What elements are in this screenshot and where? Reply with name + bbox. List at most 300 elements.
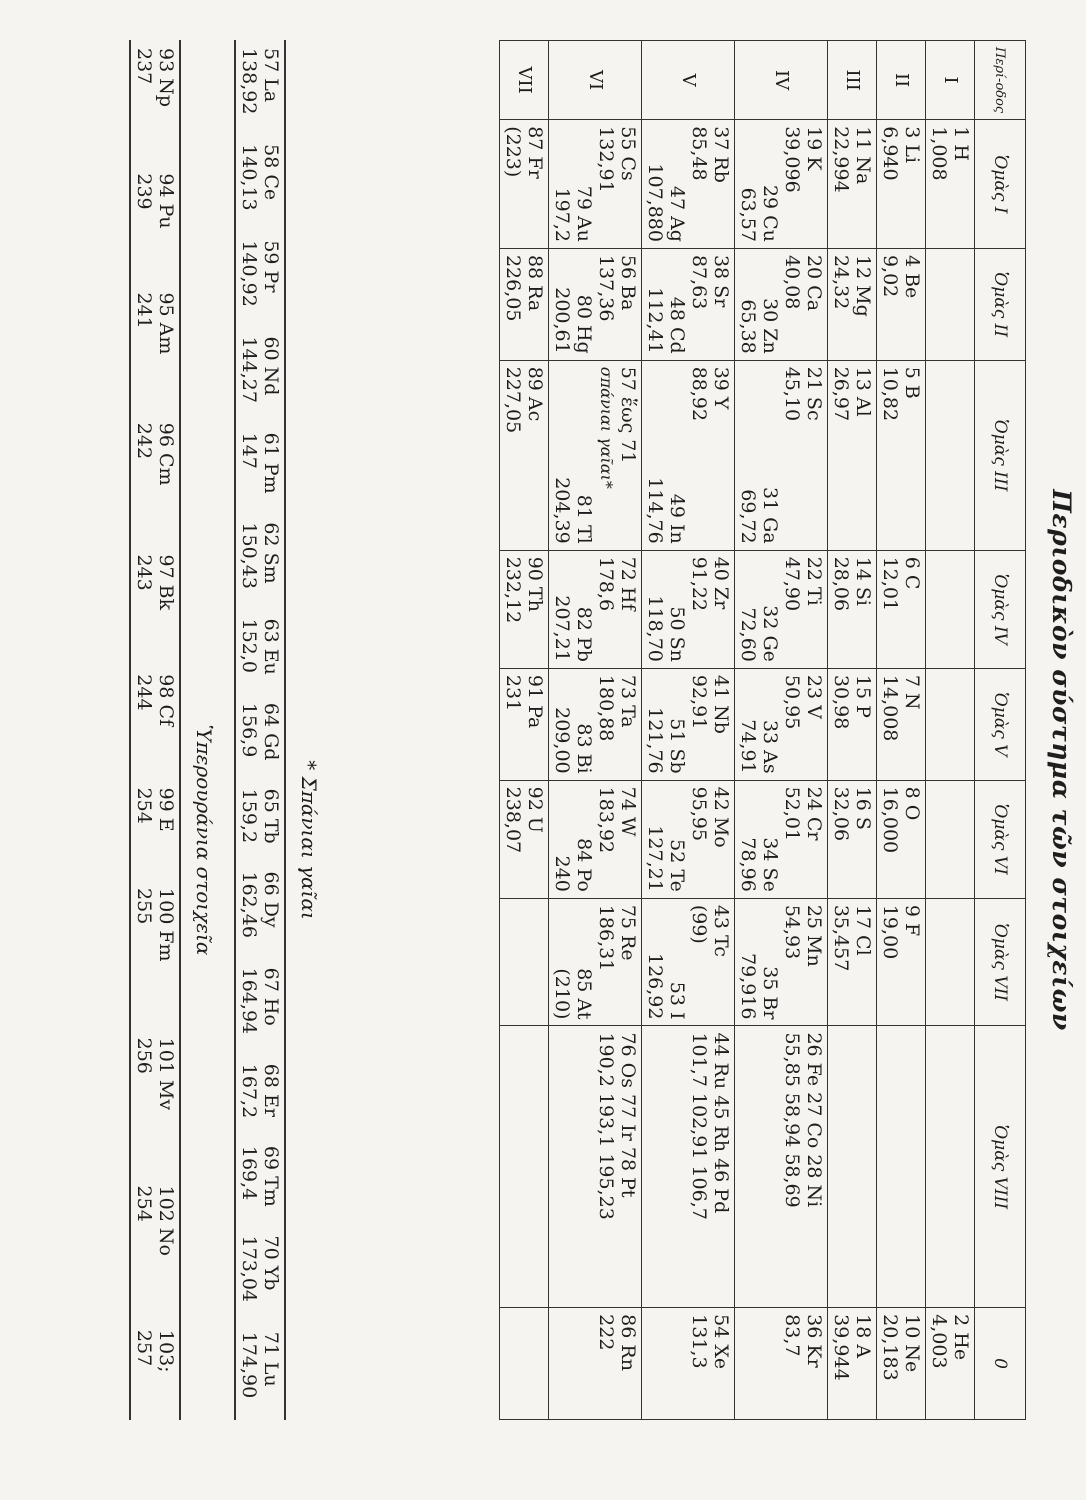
element-symbol: 68 Er <box>260 1063 282 1117</box>
element-cell <box>735 668 828 780</box>
element-cell <box>549 120 642 249</box>
element-weight: 118,70 <box>644 595 666 662</box>
element-weight: 132,91 <box>595 126 617 193</box>
element-symbol: 13 Al <box>852 366 874 417</box>
element-weight: 32,06 <box>830 786 852 842</box>
element-cell <box>500 248 549 360</box>
element-cell <box>642 120 735 249</box>
element-weight: 254 <box>133 1185 155 1222</box>
element-weight: 239 <box>133 173 155 210</box>
header-group: Ὁμὰς IV <box>975 550 1026 668</box>
element-symbol: 91 Pa <box>524 674 546 729</box>
element-cell <box>735 360 828 550</box>
element-cell <box>642 550 735 668</box>
element-symbol: 88 Ra <box>524 254 546 312</box>
element-cell <box>549 1308 642 1420</box>
element-symbol: 19 K <box>803 126 825 171</box>
element-symbol: 98 Cf <box>155 674 177 727</box>
element-weight: 222 <box>595 1314 617 1351</box>
series-element <box>235 514 285 610</box>
element-cell <box>500 360 549 550</box>
element-symbol: 102 No <box>155 1185 177 1256</box>
element-weight: 167,2 <box>238 1063 260 1119</box>
element-cell <box>828 550 877 668</box>
period-row <box>828 41 877 1420</box>
element-symbol: 26 Fe 27 Co 28 Ni <box>803 1032 825 1208</box>
element-weight: 209,00 <box>551 707 573 774</box>
element-cell <box>828 120 877 249</box>
element-symbol: 39 Y <box>710 366 732 410</box>
element-cell <box>735 1308 828 1420</box>
element-cell <box>926 120 975 249</box>
element-weight: 243 <box>133 554 155 591</box>
series-element <box>130 1030 180 1178</box>
element-symbol: 103; <box>155 1329 177 1373</box>
element-weight: 147 <box>238 432 260 469</box>
element-symbol: 60 Nd <box>260 336 282 396</box>
element-weight: 112,41 <box>644 287 666 354</box>
element-weight: 107,880 <box>644 163 666 242</box>
element-cell <box>828 668 877 780</box>
element-symbol: 41 Nb <box>710 674 732 734</box>
element-symbol: 58 Ce <box>260 144 282 201</box>
header-group: Ὁμὰς III <box>975 360 1026 550</box>
element-symbol: 82 Pb <box>573 606 595 662</box>
element-symbol: 38 Sr <box>710 254 732 308</box>
element-symbol: 89 Ac <box>524 366 546 422</box>
element-symbol: 73 Ta <box>617 674 639 728</box>
element-symbol: 34 Se <box>759 837 781 892</box>
header-group: Ὁμὰς VII <box>975 898 1026 1026</box>
element-weight: 40,08 <box>781 254 803 310</box>
element-weight: 242 <box>133 422 155 460</box>
element-symbol: 76 Os 77 Ir 78 Pt <box>617 1032 639 1198</box>
element-weight: 24,32 <box>830 254 852 310</box>
element-weight: 169,4 <box>238 1145 260 1201</box>
element-symbol: 101 Mv <box>155 1037 177 1111</box>
element-cell <box>926 360 975 550</box>
element-symbol: 47 Ag <box>666 185 688 242</box>
element-symbol: 18 A <box>852 1314 874 1359</box>
element-weight: 85,48 <box>688 126 710 181</box>
element-cell <box>642 248 735 360</box>
period-row <box>926 41 975 1420</box>
transuranium-caption: Ὑπερουράνια στοιχεῖα <box>192 724 216 956</box>
element-cell <box>877 1308 926 1420</box>
series-element <box>130 415 180 547</box>
element-cell <box>735 120 828 249</box>
element-weight: 150,43 <box>238 522 260 589</box>
rare-earths-footnote: * Σπάνιαι γαῖαι <box>297 760 321 920</box>
series-element <box>235 40 285 136</box>
element-weight: 50,95 <box>781 674 803 730</box>
period-label: IV <box>735 41 828 120</box>
period-label: II <box>877 41 926 120</box>
element-weight: 244 <box>133 674 155 711</box>
element-symbol: 57 La <box>260 48 282 103</box>
period-label: III <box>828 41 877 120</box>
element-weight: 162,46 <box>238 871 260 938</box>
element-symbol: 9 F <box>901 904 923 937</box>
header-group: Ὁμὰς VIII <box>975 1026 1026 1308</box>
element-symbol: 14 Si <box>852 556 874 607</box>
element-cell <box>828 1308 877 1420</box>
element-weight: 126,92 <box>644 952 666 1020</box>
element-symbol: 51 Sb <box>666 718 688 774</box>
period-row <box>500 41 549 1420</box>
period-label: VII <box>500 41 549 120</box>
element-symbol: 99 E <box>155 787 177 832</box>
header-row <box>975 41 1026 1420</box>
element-symbol: 20 Ca <box>803 254 825 312</box>
element-symbol: 59 Pr <box>260 240 282 293</box>
series-element <box>235 1228 285 1324</box>
element-cell <box>549 898 642 1026</box>
element-weight: 140,92 <box>238 240 260 307</box>
element-weight: 127,21 <box>644 825 666 892</box>
element-weight: 6,940 <box>879 126 901 181</box>
element-cell <box>642 898 735 1026</box>
element-weight: 22,994 <box>830 126 852 193</box>
header-group: Ὁμὰς II <box>975 248 1026 360</box>
element-weight: 197,2 <box>551 187 573 242</box>
element-cell <box>877 668 926 780</box>
element-weight: 237 <box>133 48 155 85</box>
element-symbol: 61 Pm <box>260 432 282 494</box>
element-cell <box>549 1026 642 1308</box>
element-weight: (210) <box>551 968 573 1020</box>
element-weight: 231 <box>502 674 524 712</box>
element-cell <box>828 898 877 1026</box>
element-symbol: 87 Fr <box>524 126 546 179</box>
header-group: Ὁμὰς I <box>975 120 1026 249</box>
element-cell <box>877 898 926 1026</box>
series-element <box>235 960 285 1056</box>
element-symbol: 24 Cr <box>803 786 825 841</box>
element-symbol: 74 W <box>617 786 639 837</box>
header-group: Ὁμὰς V <box>975 668 1026 780</box>
element-symbol: 35 Br <box>759 966 781 1020</box>
element-symbol: 40 Zr <box>710 556 732 610</box>
element-symbol: 37 Rb <box>710 126 732 183</box>
periodic-table <box>499 40 1026 1420</box>
element-cell <box>926 1308 975 1420</box>
element-symbol: 44 Ru 45 Rh 46 Pd <box>710 1032 732 1214</box>
element-symbol: 71 Lu <box>260 1331 282 1387</box>
series-element <box>130 780 180 880</box>
element-symbol: 8 O <box>901 786 923 821</box>
series-element <box>130 284 180 414</box>
period-row <box>877 41 926 1420</box>
element-cell <box>500 120 549 249</box>
element-weight: (223) <box>502 126 524 178</box>
series-element <box>235 232 285 328</box>
element-symbol: 93 Np <box>155 48 177 108</box>
element-weight: 74,91 <box>737 719 759 774</box>
element-symbol: 57 ἕως 71 <box>617 366 639 464</box>
element-weight: 159,2 <box>238 788 260 844</box>
element-weight: 156,9 <box>238 702 260 758</box>
element-weight: 83,7 <box>781 1314 803 1357</box>
series-element <box>235 136 285 232</box>
lanthanides-table <box>234 40 286 1420</box>
element-weight: 72,60 <box>737 607 759 662</box>
element-weight: 63,57 <box>737 187 759 242</box>
element-symbol: 75 Re <box>617 904 639 961</box>
element-weight: 227,05 <box>502 366 524 434</box>
element-symbol: 81 Tl <box>573 494 595 544</box>
series-element <box>235 425 285 515</box>
element-cell <box>926 668 975 780</box>
element-weight: 121,76 <box>644 707 666 774</box>
element-weight: 19,00 <box>879 904 901 960</box>
element-weight: 204,39 <box>551 477 573 544</box>
element-weight: 54,93 <box>781 904 803 960</box>
series-element <box>235 1056 285 1138</box>
element-weight: 131,3 <box>688 1314 710 1369</box>
element-symbol: 36 Kr <box>803 1314 825 1368</box>
periodic-table-body <box>500 41 975 1420</box>
element-symbol: 54 Xe <box>710 1314 732 1370</box>
element-symbol: 12 Mg <box>852 254 874 317</box>
period-label: I <box>926 41 975 120</box>
element-weight: 26,97 <box>830 366 852 422</box>
element-symbol: 1 H <box>950 126 972 161</box>
element-symbol: 80 Hg <box>573 294 595 354</box>
element-symbol: 22 Ti <box>803 556 825 606</box>
element-symbol: 67 Ho <box>260 967 282 1026</box>
element-weight: 138,92 <box>238 48 260 115</box>
element-symbol: 95 Am <box>155 292 177 355</box>
element-symbol: 86 Rn <box>617 1314 639 1371</box>
element-symbol: 16 S <box>852 786 874 830</box>
element-cell <box>642 1026 735 1308</box>
element-weight: σπάνιαι γαῖαι* <box>597 366 616 489</box>
element-cell <box>500 780 549 898</box>
element-symbol: 66 Dy <box>260 871 282 928</box>
element-cell <box>877 360 926 550</box>
element-cell <box>926 1026 975 1308</box>
element-symbol: 49 In <box>666 493 688 544</box>
element-weight: 1,008 <box>928 126 950 181</box>
element-weight: 28,06 <box>830 556 852 612</box>
element-weight: 39,096 <box>781 126 803 193</box>
series-element <box>235 781 285 864</box>
element-symbol: 72 Hf <box>617 556 639 611</box>
element-weight: 254 <box>133 787 155 824</box>
period-row <box>735 41 828 1420</box>
element-symbol: 23 V <box>803 674 825 719</box>
element-weight: 257 <box>133 1329 155 1367</box>
element-symbol: 64 Gd <box>260 702 282 761</box>
element-symbol: 6 C <box>901 556 923 590</box>
element-weight: 95,95 <box>688 786 710 842</box>
element-cell <box>828 248 877 360</box>
element-cell <box>642 1308 735 1420</box>
element-cell <box>549 248 642 360</box>
element-cell <box>877 550 926 668</box>
element-symbol: 62 Sm <box>260 522 282 584</box>
element-symbol: 32 Ge <box>759 605 781 662</box>
element-weight: 186,31 <box>595 904 617 972</box>
element-symbol: 70 Yb <box>260 1235 282 1291</box>
element-weight: 20,183 <box>879 1314 901 1381</box>
element-weight: 79,916 <box>737 952 759 1020</box>
element-symbol: 69 Tm <box>260 1145 282 1207</box>
element-symbol: 11 Na <box>852 126 874 185</box>
element-cell <box>500 550 549 668</box>
series-element <box>235 1324 285 1420</box>
element-cell <box>735 248 828 360</box>
element-weight: 173,04 <box>238 1235 260 1303</box>
element-weight: 39,944 <box>830 1314 852 1381</box>
element-cell <box>877 248 926 360</box>
element-cell <box>877 1026 926 1308</box>
element-cell <box>735 780 828 898</box>
element-symbol: 65 Tb <box>260 788 282 844</box>
element-weight: 178,6 <box>595 556 617 612</box>
series-element <box>130 1322 180 1420</box>
element-symbol: 63 Eu <box>260 618 282 675</box>
series-element <box>235 1138 285 1228</box>
element-weight: 164,94 <box>238 967 260 1035</box>
element-symbol: 15 P <box>852 674 874 718</box>
element-weight: 47,90 <box>781 556 803 612</box>
element-symbol: 50 Sn <box>666 606 688 662</box>
element-cell <box>926 248 975 360</box>
element-symbol: 79 Au <box>573 185 595 242</box>
element-cell <box>500 1308 549 1420</box>
element-weight: 9,02 <box>879 254 901 298</box>
element-weight: 144,27 <box>238 336 260 403</box>
element-cell <box>500 1026 549 1308</box>
element-weight: 190,2 193,1 195,23 <box>595 1032 617 1220</box>
element-cell <box>642 780 735 898</box>
element-weight: 45,10 <box>781 366 803 422</box>
element-cell <box>500 898 549 1026</box>
element-weight: 55,85 58,94 58,69 <box>781 1032 803 1208</box>
period-row <box>642 41 735 1420</box>
element-weight: (99) <box>688 904 710 944</box>
series-element <box>130 666 180 779</box>
element-weight: 10,82 <box>879 366 901 422</box>
element-weight: 12,01 <box>879 556 901 612</box>
element-symbol: 33 As <box>759 719 781 774</box>
series-element <box>130 546 180 666</box>
element-cell <box>926 780 975 898</box>
element-cell <box>735 1026 828 1308</box>
element-weight: 88,92 <box>688 366 710 422</box>
element-cell <box>549 360 642 550</box>
element-weight: 137,36 <box>595 254 617 322</box>
element-cell <box>926 898 975 1026</box>
element-symbol: 21 Sc <box>803 366 825 421</box>
period-label: VI <box>549 41 642 120</box>
element-symbol: 2 He <box>950 1314 972 1361</box>
element-symbol: 90 Th <box>524 556 546 612</box>
element-symbol: 25 Mn <box>803 904 825 967</box>
element-symbol: 10 Ne <box>901 1314 923 1373</box>
element-symbol: 4 Be <box>901 254 923 299</box>
element-weight: 238,07 <box>502 786 524 854</box>
element-symbol: 42 Mo <box>710 786 732 848</box>
header-period: Περί-οδος <box>975 41 1026 120</box>
element-weight: 52,01 <box>781 786 803 842</box>
element-symbol: 52 Te <box>666 839 688 892</box>
element-weight: 87,63 <box>688 254 710 310</box>
period-row <box>549 41 642 1420</box>
element-weight: 4,003 <box>928 1314 950 1369</box>
page-title: Περιοδικὸν σύστημα τῶν στοιχείων <box>1047 489 1076 1031</box>
element-cell <box>549 550 642 668</box>
element-weight: 16,000 <box>879 786 901 854</box>
element-symbol: 30 Zn <box>759 298 781 354</box>
element-weight: 232,12 <box>502 556 524 624</box>
element-cell <box>549 668 642 780</box>
element-weight: 183,92 <box>595 786 617 854</box>
element-symbol: 97 Bk <box>155 554 177 611</box>
period-label: V <box>642 41 735 120</box>
element-symbol: 100 Fm <box>155 888 177 962</box>
header-group: Ὁμὰς VI <box>975 780 1026 898</box>
element-symbol: 84 Po <box>573 838 595 892</box>
element-cell <box>642 668 735 780</box>
element-cell <box>549 780 642 898</box>
series-element <box>130 880 180 1030</box>
element-symbol: 17 Cl <box>852 904 874 956</box>
element-cell <box>828 360 877 550</box>
series-element <box>130 40 180 165</box>
series-element <box>235 695 285 781</box>
element-weight: 114,76 <box>644 477 666 544</box>
element-weight: 69,72 <box>737 489 759 544</box>
series-element <box>130 1178 180 1322</box>
element-weight: 241 <box>133 292 155 329</box>
element-weight: 91,22 <box>688 556 710 612</box>
element-symbol: 48 Cd <box>666 296 688 354</box>
element-weight: 140,13 <box>238 144 260 211</box>
element-symbol: 55 Cs <box>617 126 639 181</box>
element-symbol: 83 Bi <box>573 723 595 774</box>
element-weight: 180,88 <box>595 674 617 742</box>
element-weight: 101,7 102,91 106,7 <box>688 1032 710 1220</box>
series-element <box>235 611 285 695</box>
element-cell <box>735 898 828 1026</box>
element-symbol: 5 B <box>901 366 923 399</box>
element-weight: 30,98 <box>830 674 852 730</box>
element-weight: 152,0 <box>238 618 260 673</box>
element-symbol: 7 N <box>901 674 923 710</box>
element-symbol: 53 I <box>666 981 688 1020</box>
actinides-row <box>130 40 180 1420</box>
element-symbol: 85 At <box>573 968 595 1020</box>
element-weight: 255 <box>133 888 155 925</box>
element-cell <box>642 360 735 550</box>
element-symbol: 94 Pu <box>155 173 177 229</box>
element-cell <box>828 780 877 898</box>
element-symbol: 29 Cu <box>759 184 781 242</box>
lanthanides-row <box>235 40 285 1420</box>
element-weight: 78,96 <box>737 837 759 892</box>
series-element <box>130 165 180 284</box>
element-symbol: 96 Cm <box>155 422 177 486</box>
element-cell <box>877 120 926 249</box>
element-cell <box>877 780 926 898</box>
element-symbol: 43 Tc <box>710 904 732 957</box>
element-weight: 174,90 <box>238 1331 260 1399</box>
element-symbol: 56 Ba <box>617 254 639 311</box>
actinides-table <box>129 40 181 1420</box>
